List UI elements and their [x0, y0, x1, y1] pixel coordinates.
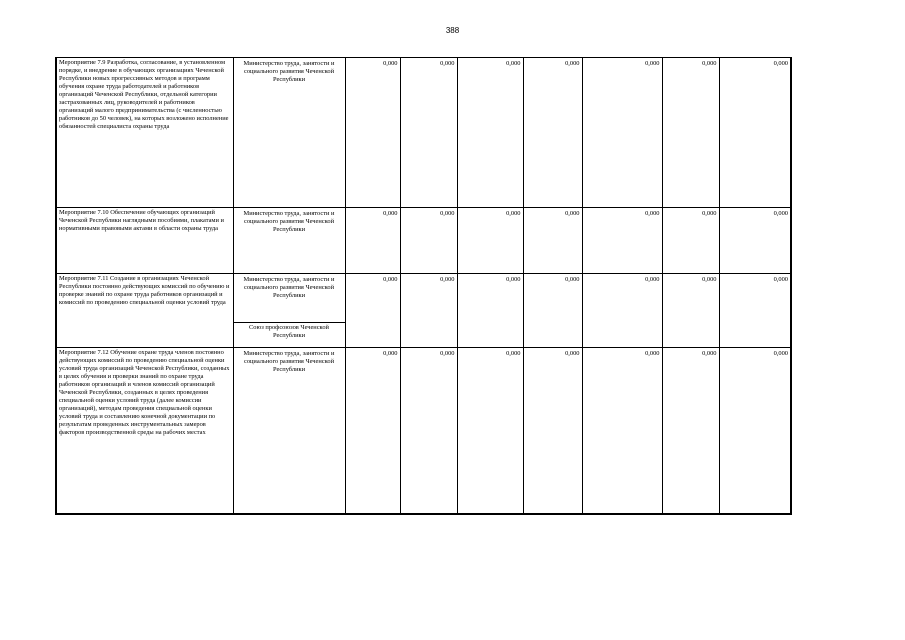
value-cell: 0,000: [719, 274, 791, 348]
value-cell: 0,000: [662, 274, 719, 348]
value-cell: 0,000: [582, 274, 662, 348]
value-cell: 0,000: [523, 208, 582, 274]
table-row: [56, 208, 791, 274]
value-cell: 0,000: [345, 348, 400, 514]
value-cell: 0,000: [662, 208, 719, 274]
value-cell: 0,000: [523, 348, 582, 514]
value-cell: 0,000: [719, 208, 791, 274]
executor-cell: Министерство труда, занятости и социального развития Чеченской Республики: [233, 208, 345, 274]
value-cell: 0,000: [457, 58, 523, 208]
value-cell: 0,000: [662, 58, 719, 208]
table-row: [56, 274, 791, 323]
activity-description: Мероприятие 7.9 Разработка, согласование, в установленном порядке, и внедрение в обучающих организациях Чеченской Республики новых прогрессивных методов и программ обучения охране труда работодателей и работников организаций Чеченской Республики, отдельной категории застрахованных лиц, руководителей и работников организаций малого предпринимательства (с численностью работников до 50 человек), на которых возложено исполнение обязанностей специалиста охраны труда: [56, 58, 233, 208]
value-cell: 0,000: [719, 58, 791, 208]
value-cell: 0,000: [457, 274, 523, 348]
value-cell: 0,000: [582, 58, 662, 208]
value-cell: 0,000: [523, 274, 582, 348]
value-cell: 0,000: [582, 348, 662, 514]
value-cell: 0,000: [400, 58, 457, 208]
value-cell: 0,000: [582, 208, 662, 274]
page-number: 388: [445, 26, 460, 35]
value-cell: 0,000: [400, 348, 457, 514]
executor-cell: Министерство труда, занятости и социального развития Чеченской Республики: [233, 58, 345, 208]
value-cell: 0,000: [345, 274, 400, 348]
value-cell: 0,000: [400, 274, 457, 348]
activity-description: Мероприятие 7.11 Создание в организациях Чеченской Республики постоянно действующих комиссий по обучению и проверке знаний по охране труда работников организаций и комиссий по проведению специальной оценки условий труда: [56, 274, 233, 348]
value-cell: 0,000: [523, 58, 582, 208]
value-cell: 0,000: [662, 348, 719, 514]
executor-cell: Министерство труда, занятости и социального развития Чеченской Республики: [233, 274, 345, 323]
program-activities-table: [55, 57, 792, 515]
table-row: [56, 348, 791, 514]
activity-description: Мероприятие 7.12 Обучение охране труда членов постоянно действующих комиссий по проведению специальной оценки условий труда организаций Чеченской Республики, созданных в целях обучения и проверки знаний по охране труда работников организаций и членов комиссий организаций Чеченской Республики, созданных в целях проведения специальной оценки условий труда (далее комиссии организаций), методам проведения специальной оценки условий труда и составлению конечной документации по результатам проведенных инструментальных замеров факторов производственной среды на рабочих местах: [56, 348, 233, 514]
executor-cell: Министерство труда, занятости и социального развития Чеченской Республики: [233, 348, 345, 514]
value-cell: 0,000: [457, 348, 523, 514]
value-cell: 0,000: [345, 208, 400, 274]
value-cell: 0,000: [719, 348, 791, 514]
value-cell: 0,000: [345, 58, 400, 208]
table-row: [56, 58, 791, 208]
value-cell: 0,000: [457, 208, 523, 274]
value-cell: 0,000: [400, 208, 457, 274]
activity-description: Мероприятие 7.10 Обеспечение обучающих организаций Чеченской Республики наглядными пособиями, плакатами и нормативными правовыми актами в области охраны труда: [56, 208, 233, 274]
executor-cell-secondary: Союз профсоюзов Чеченской Республики: [233, 323, 345, 348]
